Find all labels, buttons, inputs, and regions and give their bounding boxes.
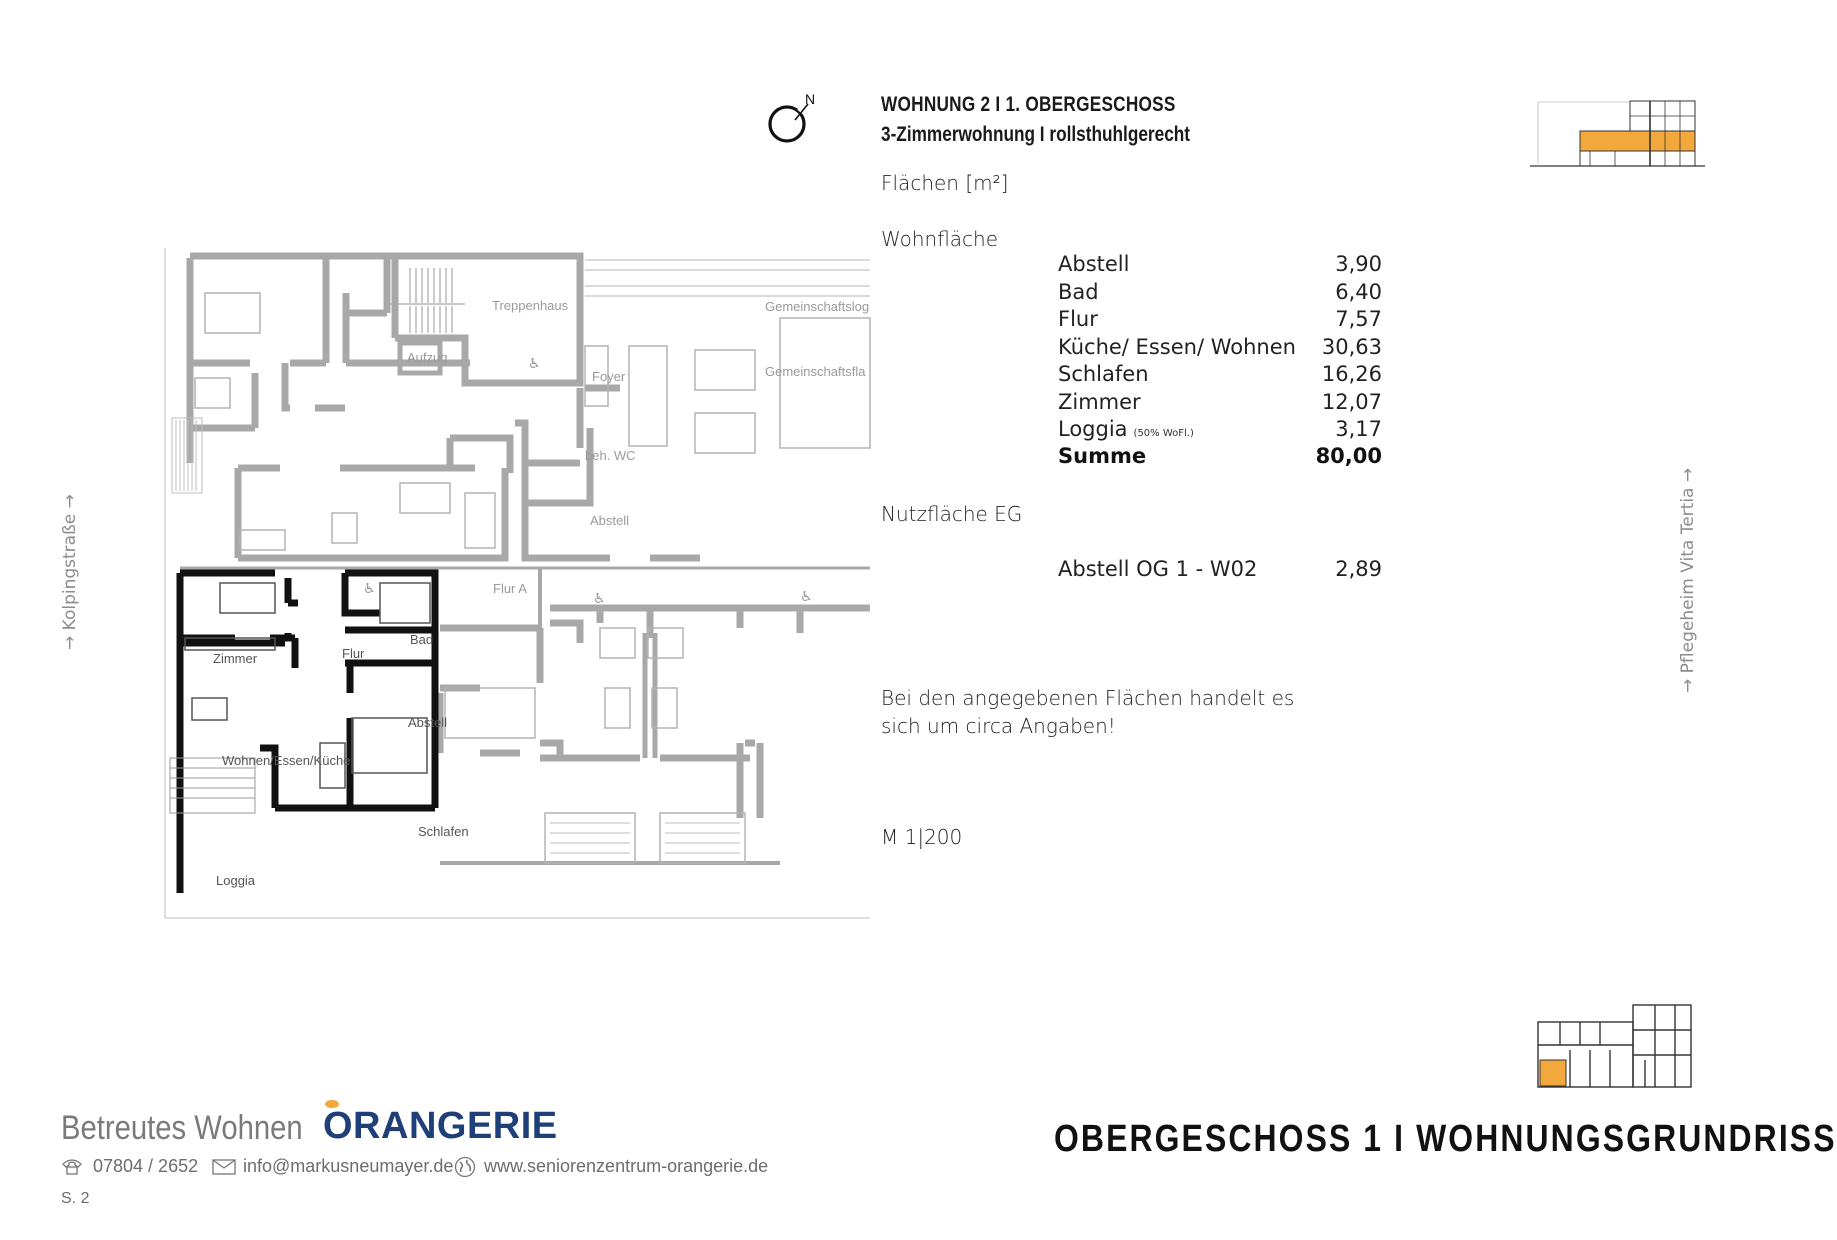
building-section-thumbnail — [1530, 98, 1705, 173]
room-label-beh-wc: beh. WC — [585, 448, 636, 463]
left-street-label — [60, 494, 90, 660]
apartment-subtitle: 3-Zimmerwohnung I rollsthuhlgerecht — [881, 123, 1191, 146]
area-sum-value: 80,00 — [1315, 444, 1382, 468]
area-row — [1058, 307, 1382, 334]
area-value: 30,63 — [1321, 334, 1382, 359]
right-neighbor-label — [1678, 467, 1708, 703]
area-name: Abstell — [1058, 252, 1130, 276]
room-label-abstell-top: Abstell — [590, 513, 630, 528]
svg-text:♿: ♿ — [528, 356, 541, 372]
room-label-flur: Flur — [342, 646, 365, 661]
room-label-gemeinschaftsflaeche: Gemeinschaftsfla — [765, 364, 866, 379]
area-value: 12,07 — [1321, 389, 1382, 414]
area-name: Abstell OG 1 - W02 — [1058, 557, 1258, 581]
right-neighbor-text: Pflegeheim Vita Tertia — [1678, 487, 1698, 674]
globe-icon — [454, 1156, 476, 1178]
area-value: 3,90 — [1335, 252, 1382, 276]
area-name — [1058, 417, 1194, 441]
area-name: Bad — [1058, 279, 1099, 304]
brand-prefix: Betreutes Wohnen — [61, 1109, 303, 1147]
room-label-flur-a: Flur A — [493, 581, 527, 596]
notice-line-1: Bei den angegebenen Flächen handelt es — [881, 686, 1295, 710]
scale-label: M 1|200 — [881, 825, 963, 849]
mail-icon — [212, 1159, 236, 1175]
phone-number[interactable]: 07804 / 2652 — [93, 1156, 199, 1176]
notice-line-2: sich um circa Angaben! — [881, 714, 1116, 738]
arrow-up-icon: → — [60, 630, 80, 650]
left-street-text: Kolpingstraße — [60, 513, 80, 631]
page-number: S. 2 — [61, 1190, 90, 1207]
area-value: 16,26 — [1321, 362, 1382, 386]
area-sum-row — [1058, 444, 1382, 471]
area-row — [1058, 252, 1382, 279]
area-value: 2,89 — [1335, 557, 1382, 581]
area-name: Zimmer — [1058, 389, 1141, 414]
area-table — [1058, 252, 1382, 472]
room-label-schlafen: Schlafen — [418, 824, 469, 839]
room-label-foyer: Foyer — [592, 369, 626, 384]
nutzflaeche-label: Nutzfläche EG — [881, 502, 1023, 526]
room-label-wohnen: Wohnen/Essen/Küche — [222, 753, 351, 768]
area-note: (50% WoFl.) — [1133, 428, 1194, 439]
area-value: 6,40 — [1335, 279, 1382, 304]
area-row — [1058, 417, 1382, 444]
brand-name: ORANGERIE — [323, 1105, 558, 1147]
floor-key-plan — [1535, 1000, 1695, 1090]
area-row — [1058, 390, 1382, 417]
areas-heading: Flächen [m²] — [881, 171, 1009, 195]
room-label-gemeinschaftsloggia: Gemeinschaftslog — [765, 299, 870, 314]
room-label-loggia: Loggia — [216, 873, 256, 888]
area-name: Küche/ Essen/ Wohnen — [1058, 334, 1296, 359]
arrow-down-icon: → — [1678, 673, 1698, 693]
area-row — [1058, 362, 1382, 389]
section-title: OBERGESCHOSS 1 I WOHNUNGSGRUNDRISS — [1054, 1118, 1837, 1160]
website-link[interactable]: www.seniorenzentrum-orangerie.de — [484, 1156, 769, 1176]
room-label-abstell: Abstell — [408, 715, 448, 730]
apartment-title: WOHNUNG 2 I 1. OBERGESCHOSS — [881, 93, 1176, 116]
room-label-treppenhaus: Treppenhaus — [492, 298, 569, 313]
area-sum-label: Summe — [1058, 444, 1147, 468]
room-label-aufzug: Aufzug — [407, 350, 448, 365]
wohnflaeche-label: Wohnfläche — [881, 227, 999, 251]
compass-icon — [765, 90, 825, 150]
svg-text:♿: ♿ — [363, 581, 376, 597]
arrow-up-icon: → — [60, 494, 80, 514]
phone-icon — [61, 1157, 83, 1175]
room-label-zimmer: Zimmer — [213, 651, 258, 666]
email-link[interactable]: info@markusneumayer.de — [243, 1156, 454, 1176]
arrow-down-icon: → — [1678, 467, 1698, 488]
area-row — [1058, 280, 1382, 307]
svg-text:♿: ♿ — [593, 591, 606, 607]
area-name: Flur — [1058, 307, 1098, 331]
area-value: 3,17 — [1335, 417, 1382, 441]
svg-text:♿: ♿ — [800, 589, 813, 605]
area-row — [1058, 335, 1382, 362]
compass-north-label: N — [805, 91, 816, 107]
room-label-bad: Bad — [410, 632, 434, 647]
area-name: Schlafen — [1058, 362, 1149, 386]
nutz-table — [1058, 557, 1382, 587]
area-value: 7,57 — [1335, 307, 1382, 331]
area-name-text: Loggia — [1058, 417, 1128, 441]
area-row — [1058, 557, 1382, 584]
floor-plan — [180, 238, 870, 923]
